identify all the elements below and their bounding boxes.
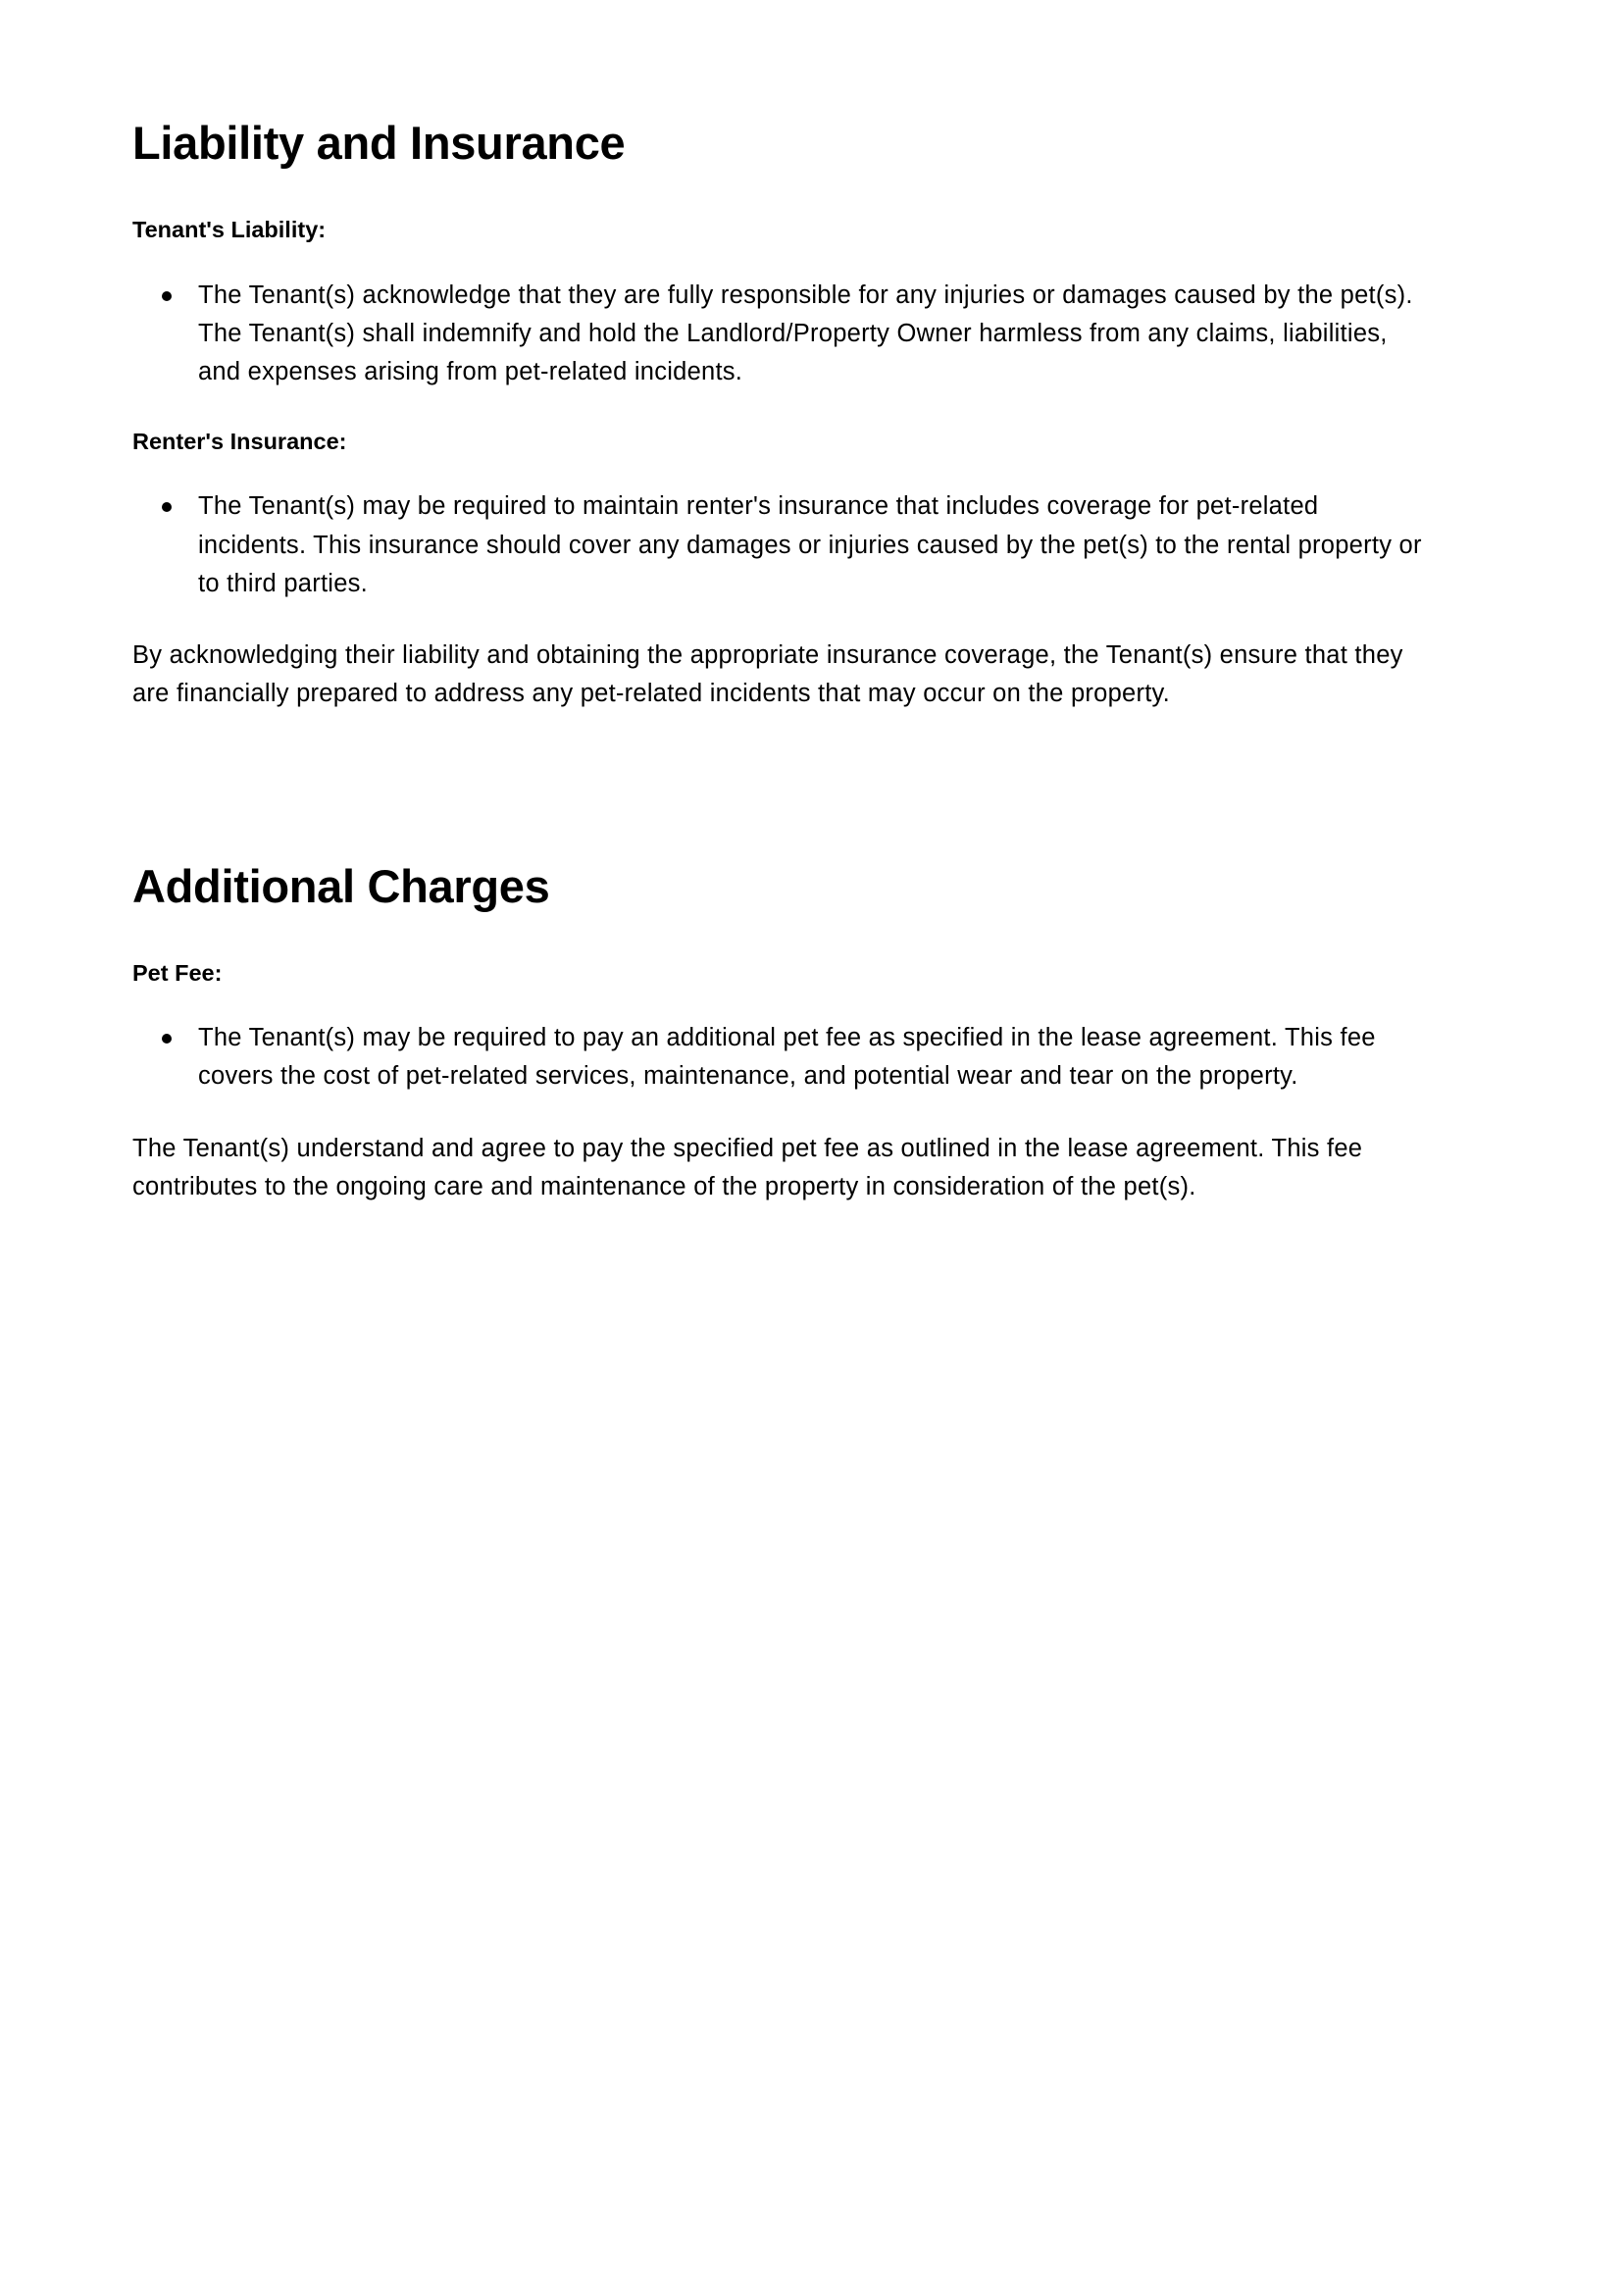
subheading-tenants-liability: Tenant's Liability:	[132, 217, 327, 243]
spacer	[132, 913, 1422, 956]
spacer	[132, 603, 1422, 637]
spacer	[132, 247, 1422, 277]
spacer	[132, 391, 1422, 425]
list-item	[132, 1019, 1422, 1096]
page-title: Liability and Insurance	[132, 117, 626, 169]
list-item-text: The Tenant(s) may be required to maintain renter's insurance that includes coverage for pet-related incidents. This insurance should cover any damages or injuries caused by the pet(s) to the rental property or to third parties.	[198, 492, 1422, 597]
list-item	[132, 277, 1422, 392]
section-liability-and-insurance	[132, 116, 1422, 714]
bullet-disc-icon	[162, 502, 172, 512]
closing-paragraph-pet-fee: The Tenant(s) understand and agree to pay the specified pet fee as outlined in the lease agreement. This fee contributes to the ongoing care and maintenance of the property in consideration of the pet(s).	[132, 1134, 1363, 1201]
spacer	[132, 1096, 1422, 1130]
list-item-text: The Tenant(s) acknowledge that they are fully responsible for any injuries or damages caused by the pet(s). The Tenant(s) shall indemnify and hold the Landlord/Property Owner harmless from any claims, liabilities, and expenses arising from pet-related incidents.	[198, 280, 1413, 386]
list-item	[132, 487, 1422, 603]
subheading-pet-fee: Pet Fee:	[132, 960, 223, 987]
bullet-disc-icon	[162, 291, 172, 301]
spacer	[132, 458, 1422, 487]
bullet-list-pet-fee	[132, 1019, 1422, 1096]
spacer	[132, 170, 1422, 213]
spacer	[132, 990, 1422, 1019]
closing-paragraph-liability: By acknowledging their liability and obtaining the appropriate insurance coverage, the Tenant(s) ensure that they are financially prepared to address any pet-related incidents that may occur on the property.	[132, 641, 1403, 708]
bullet-disc-icon	[162, 1034, 172, 1044]
subheading-renters-insurance: Renter's Insurance:	[132, 429, 347, 455]
document-content	[132, 116, 1422, 1206]
bullet-list-tenants-liability	[132, 277, 1422, 392]
bullet-list-renters-insurance	[132, 487, 1422, 603]
section-title-additional-charges: Additional Charges	[132, 859, 550, 912]
section-additional-charges	[132, 859, 1422, 1207]
list-item-text: The Tenant(s) may be required to pay an additional pet fee as specified in the lease agreement. This fee covers the cost of pet-related services, maintenance, and potential wear and tear on the property.	[198, 1024, 1376, 1091]
